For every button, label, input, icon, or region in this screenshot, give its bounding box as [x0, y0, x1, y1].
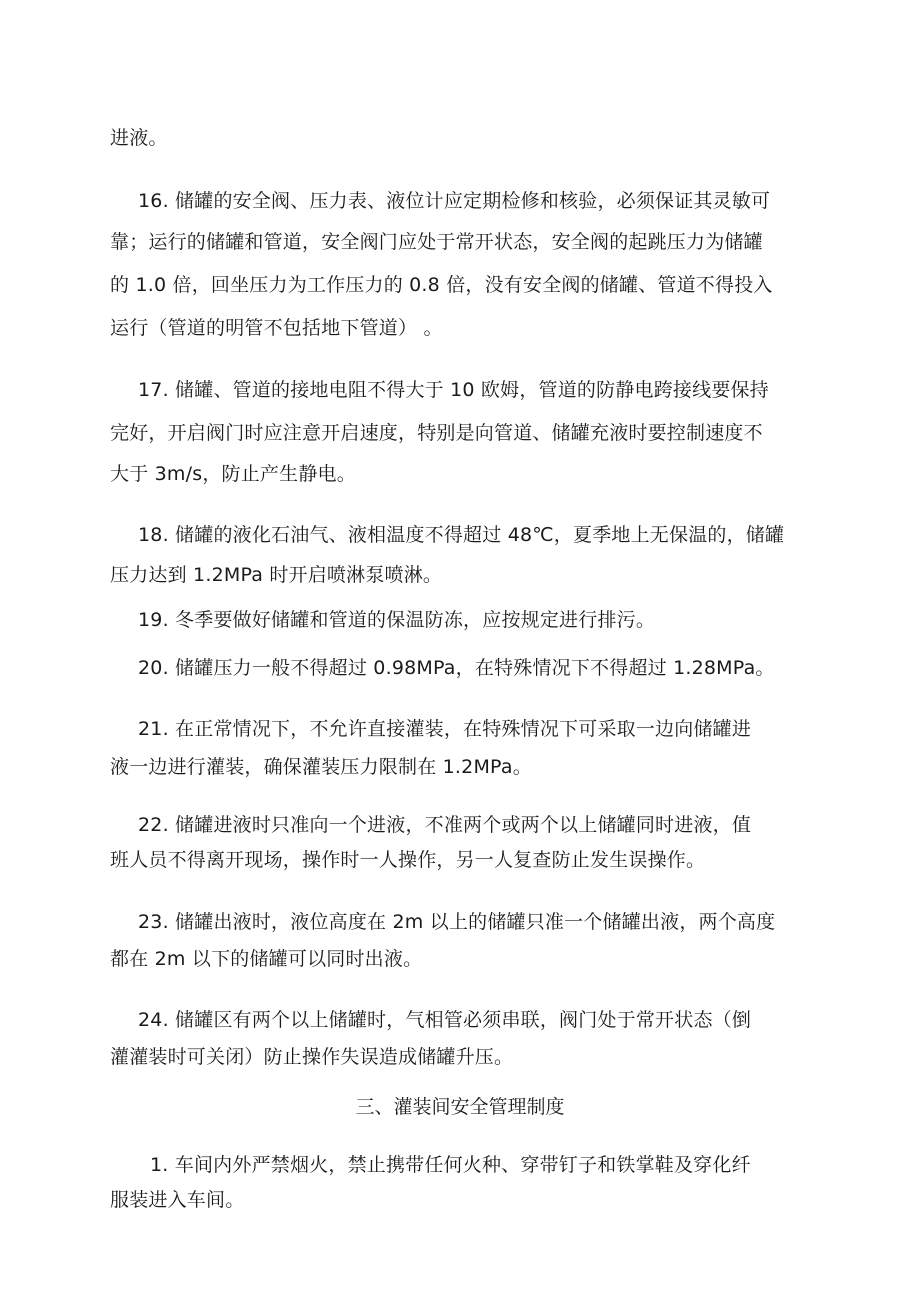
- section-clause-1-line-2: 服装进入车间。: [110, 1189, 245, 1211]
- clause-24-line-1: 24. 储罐区有两个以上储罐时，气相管必须串联，阀门处于常开状态（倒: [138, 1009, 752, 1031]
- clause-16-line-2: 靠；运行的储罐和管道，安全阀门应处于常开状态，安全阀的起跳压力为储罐: [110, 231, 763, 253]
- clause-22-line-2: 班人员不得离开现场，操作时一人操作，另一人复查防止发生误操作。: [110, 849, 706, 871]
- section-clause-1-line-1: 1. 车间内外严禁烟火，禁止携带任何火种、穿带钉子和铁掌鞋及穿化纤: [150, 1154, 751, 1176]
- clause-23-line-1: 23. 储罐出液时，液位高度在 2m 以上的储罐只准一个储罐出液，两个高度: [138, 911, 776, 933]
- clause-24-line-2: 灌灌装时可关闭）防止操作失误造成储罐升压。: [110, 1046, 514, 1068]
- clause-21-line-1: 21. 在正常情况下，不允许直接灌装，在特殊情况下可采取一边向储罐进: [138, 718, 752, 740]
- clause-20: 20. 储罐压力一般不得超过 0.98MPa，在特殊情况下不得超过 1.28MPa。: [138, 657, 775, 679]
- clause-16-line-4: 运行（管道的明管不包括地下管道） 。: [110, 317, 443, 339]
- section-heading: 三、灌装间安全管理制度: [355, 1096, 565, 1118]
- clause-16-line-3: 的 1.0 倍，回坐压力为工作压力的 0.8 倍，没有安全阀的储罐、管道不得投入: [110, 274, 773, 296]
- paragraph-15-continuation: 进液。: [110, 127, 168, 149]
- clause-18-line-1: 18. 储罐的液化石油气、液相温度不得超过 48℃，夏季地上无保温的，储罐: [138, 524, 785, 546]
- clause-17-line-1: 17. 储罐、管道的接地电阻不得大于 10 欧姆，管道的防静电跨接线要保持: [138, 379, 769, 401]
- clause-16-line-1: 16. 储罐的安全阀、压力表、液位计应定期检修和核验，必须保证其灵敏可: [138, 190, 771, 212]
- clause-17-line-2: 完好，开启阀门时应注意开启速度，特别是向管道、储罐充液时要控制速度不: [110, 422, 763, 444]
- clause-23-line-2: 都在 2m 以下的储罐可以同时出液。: [110, 948, 423, 970]
- clause-17-line-3: 大于 3m/s，防止产生静电。: [110, 463, 356, 485]
- clause-18-line-2: 压力达到 1.2MPa 时开启喷淋泵喷淋。: [110, 564, 443, 586]
- clause-22-line-1: 22. 储罐进液时只准向一个进液，不准两个或两个以上储罐同时进液，值: [138, 814, 752, 836]
- clause-19: 19. 冬季要做好储罐和管道的保温防冻，应按规定进行排污。: [138, 609, 656, 631]
- clause-21-line-2: 液一边进行灌装，确保灌装压力限制在 1.2MPa。: [110, 756, 532, 778]
